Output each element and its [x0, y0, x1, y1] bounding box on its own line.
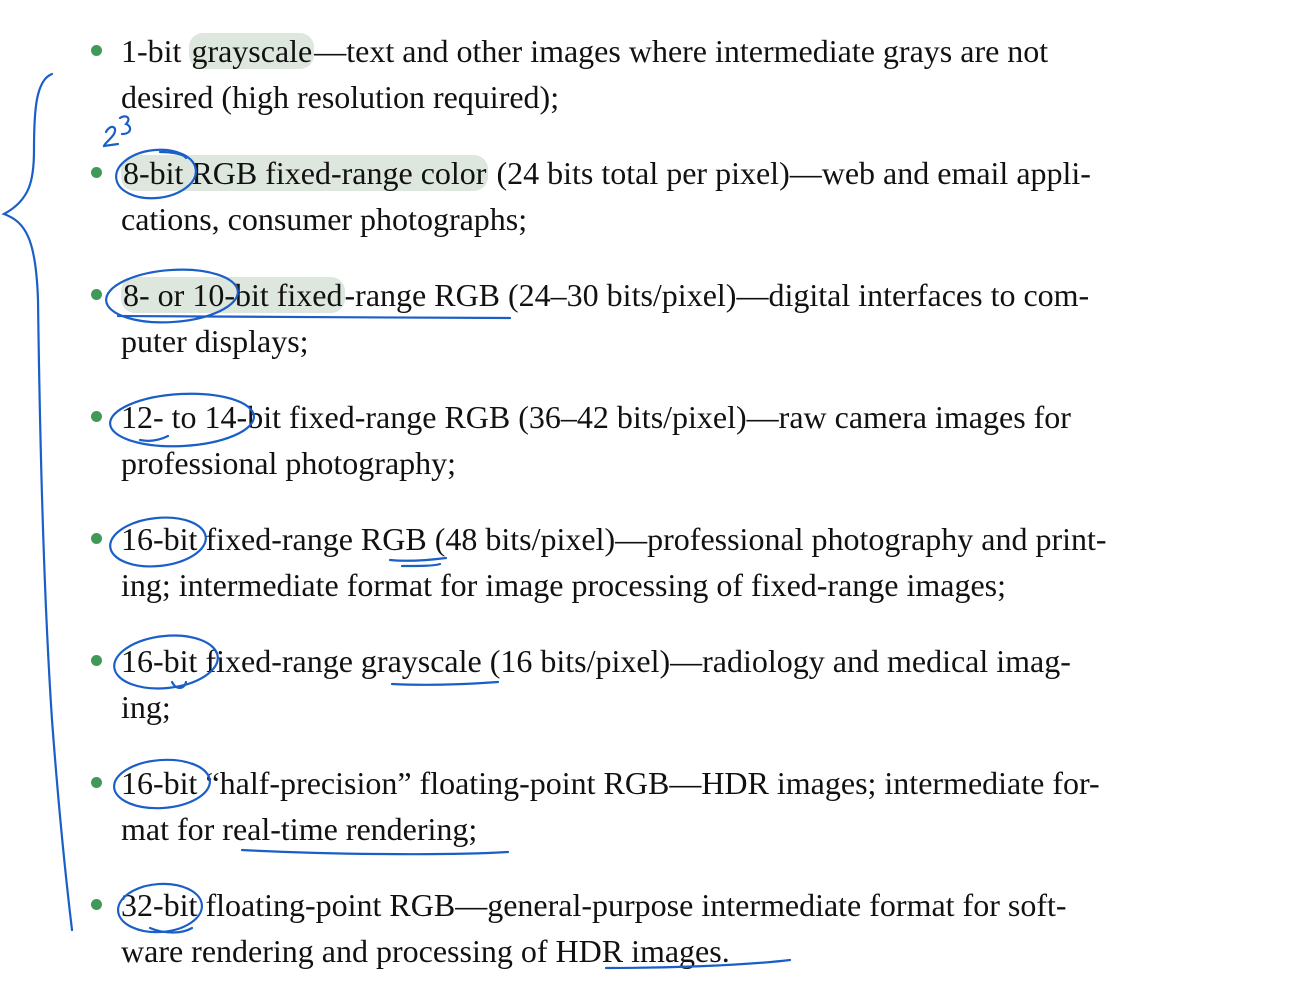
item-line-1: 32-bit floating-point RGB—general-purpose intermediate format for soft-	[121, 887, 1067, 923]
bullet-dot	[91, 899, 102, 910]
highlight: 8-bit RGB fixed-range color	[123, 155, 487, 191]
item-line-2: ware rendering and processing of HDR images.	[121, 933, 730, 969]
item-line-1: 8-bit RGB fixed-range color (24 bits total per pixel)—web and email appli-	[123, 155, 1091, 191]
bullet-dot	[91, 167, 102, 178]
bullet-dot	[91, 655, 102, 666]
highlight: 8- or 10-bit fixed	[123, 277, 343, 313]
bullet-dot	[91, 411, 102, 422]
item-line-1: 1-bit grayscale—text and other images where intermediate grays are not	[121, 33, 1049, 69]
item-line-1: 16-bit fixed-range RGB (48 bits/pixel)—professional photography and print-	[121, 521, 1107, 557]
item-line-2: professional photography;	[121, 445, 457, 481]
item-line-2: cations, consumer photographs;	[121, 201, 528, 237]
item-line-2: ing;	[121, 689, 171, 725]
item-line-2: puter displays;	[121, 323, 309, 359]
item-line-1: 16-bit fixed-range grayscale (16 bits/pixel)—radiology and medical imag-	[121, 643, 1071, 679]
item-line-2: desired (high resolution required);	[121, 79, 560, 115]
item-line-1: 16-bit “half-precision” floating-point RGB—HDR images; intermediate for-	[121, 765, 1100, 801]
item-line-2: ing; intermediate format for image processing of fixed-range images;	[121, 567, 1007, 603]
item-line-1: 8- or 10-bit fixed-range RGB (24–30 bits/pixel)—digital interfaces to com-	[123, 277, 1090, 313]
bullet-dot	[91, 45, 102, 56]
bullet-dot	[91, 777, 102, 788]
bullet-dot	[91, 289, 102, 300]
item-line-1: 12- to 14-bit fixed-range RGB (36–42 bits/pixel)—raw camera images for	[121, 399, 1071, 435]
item-line-2: mat for real-time rendering;	[121, 811, 478, 847]
highlight: grayscale	[191, 33, 313, 69]
bullet-dot	[91, 533, 102, 544]
